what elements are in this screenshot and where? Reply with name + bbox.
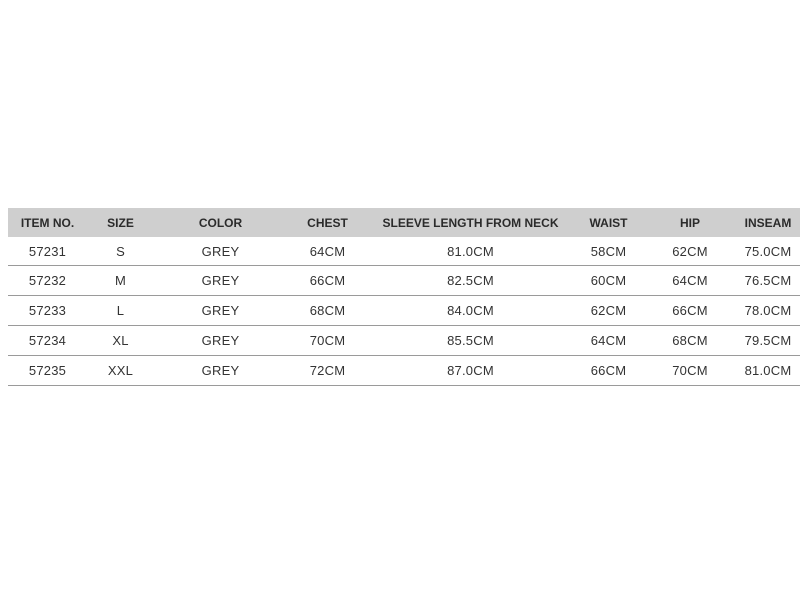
header-size: SIZE	[87, 208, 154, 237]
cell-hip: 66CM	[644, 296, 736, 326]
cell-size: XL	[87, 326, 154, 356]
cell-sleeve-length: 87.0CM	[368, 356, 573, 386]
cell-inseam: 81.0CM	[736, 356, 800, 386]
header-chest: CHEST	[287, 208, 368, 237]
size-chart-table	[8, 208, 800, 386]
cell-waist: 62CM	[573, 296, 644, 326]
cell-inseam: 75.0CM	[736, 237, 800, 266]
cell-sleeve-length: 85.5CM	[368, 326, 573, 356]
cell-item-no: 57234	[8, 326, 87, 356]
cell-color: GREY	[154, 356, 287, 386]
cell-sleeve-length: 81.0CM	[368, 237, 573, 266]
cell-color: GREY	[154, 296, 287, 326]
cell-chest: 70CM	[287, 326, 368, 356]
cell-hip: 70CM	[644, 356, 736, 386]
cell-inseam: 79.5CM	[736, 326, 800, 356]
cell-color: GREY	[154, 326, 287, 356]
header-hip: HIP	[644, 208, 736, 237]
cell-item-no: 57231	[8, 237, 87, 266]
cell-size: L	[87, 296, 154, 326]
cell-item-no: 57232	[8, 266, 87, 296]
cell-chest: 66CM	[287, 266, 368, 296]
header-inseam: INSEAM	[736, 208, 800, 237]
cell-waist: 66CM	[573, 356, 644, 386]
cell-sleeve-length: 84.0CM	[368, 296, 573, 326]
cell-waist: 58CM	[573, 237, 644, 266]
cell-color: GREY	[154, 237, 287, 266]
cell-item-no: 57233	[8, 296, 87, 326]
cell-chest: 68CM	[287, 296, 368, 326]
header-row	[8, 208, 800, 237]
header-waist: WAIST	[573, 208, 644, 237]
table-row	[8, 356, 800, 386]
cell-size: M	[87, 266, 154, 296]
cell-color: GREY	[154, 266, 287, 296]
cell-inseam: 78.0CM	[736, 296, 800, 326]
table-row	[8, 296, 800, 326]
header-color: COLOR	[154, 208, 287, 237]
table-row	[8, 237, 800, 266]
cell-size: S	[87, 237, 154, 266]
cell-hip: 68CM	[644, 326, 736, 356]
cell-chest: 72CM	[287, 356, 368, 386]
header-sleeve-length: SLEEVE LENGTH FROM NECK	[368, 208, 573, 237]
table-row	[8, 266, 800, 296]
table-row	[8, 326, 800, 356]
cell-inseam: 76.5CM	[736, 266, 800, 296]
header-item-no: ITEM NO.	[8, 208, 87, 237]
cell-size: XXL	[87, 356, 154, 386]
cell-chest: 64CM	[287, 237, 368, 266]
cell-hip: 62CM	[644, 237, 736, 266]
cell-hip: 64CM	[644, 266, 736, 296]
cell-waist: 60CM	[573, 266, 644, 296]
cell-sleeve-length: 82.5CM	[368, 266, 573, 296]
cell-item-no: 57235	[8, 356, 87, 386]
cell-waist: 64CM	[573, 326, 644, 356]
